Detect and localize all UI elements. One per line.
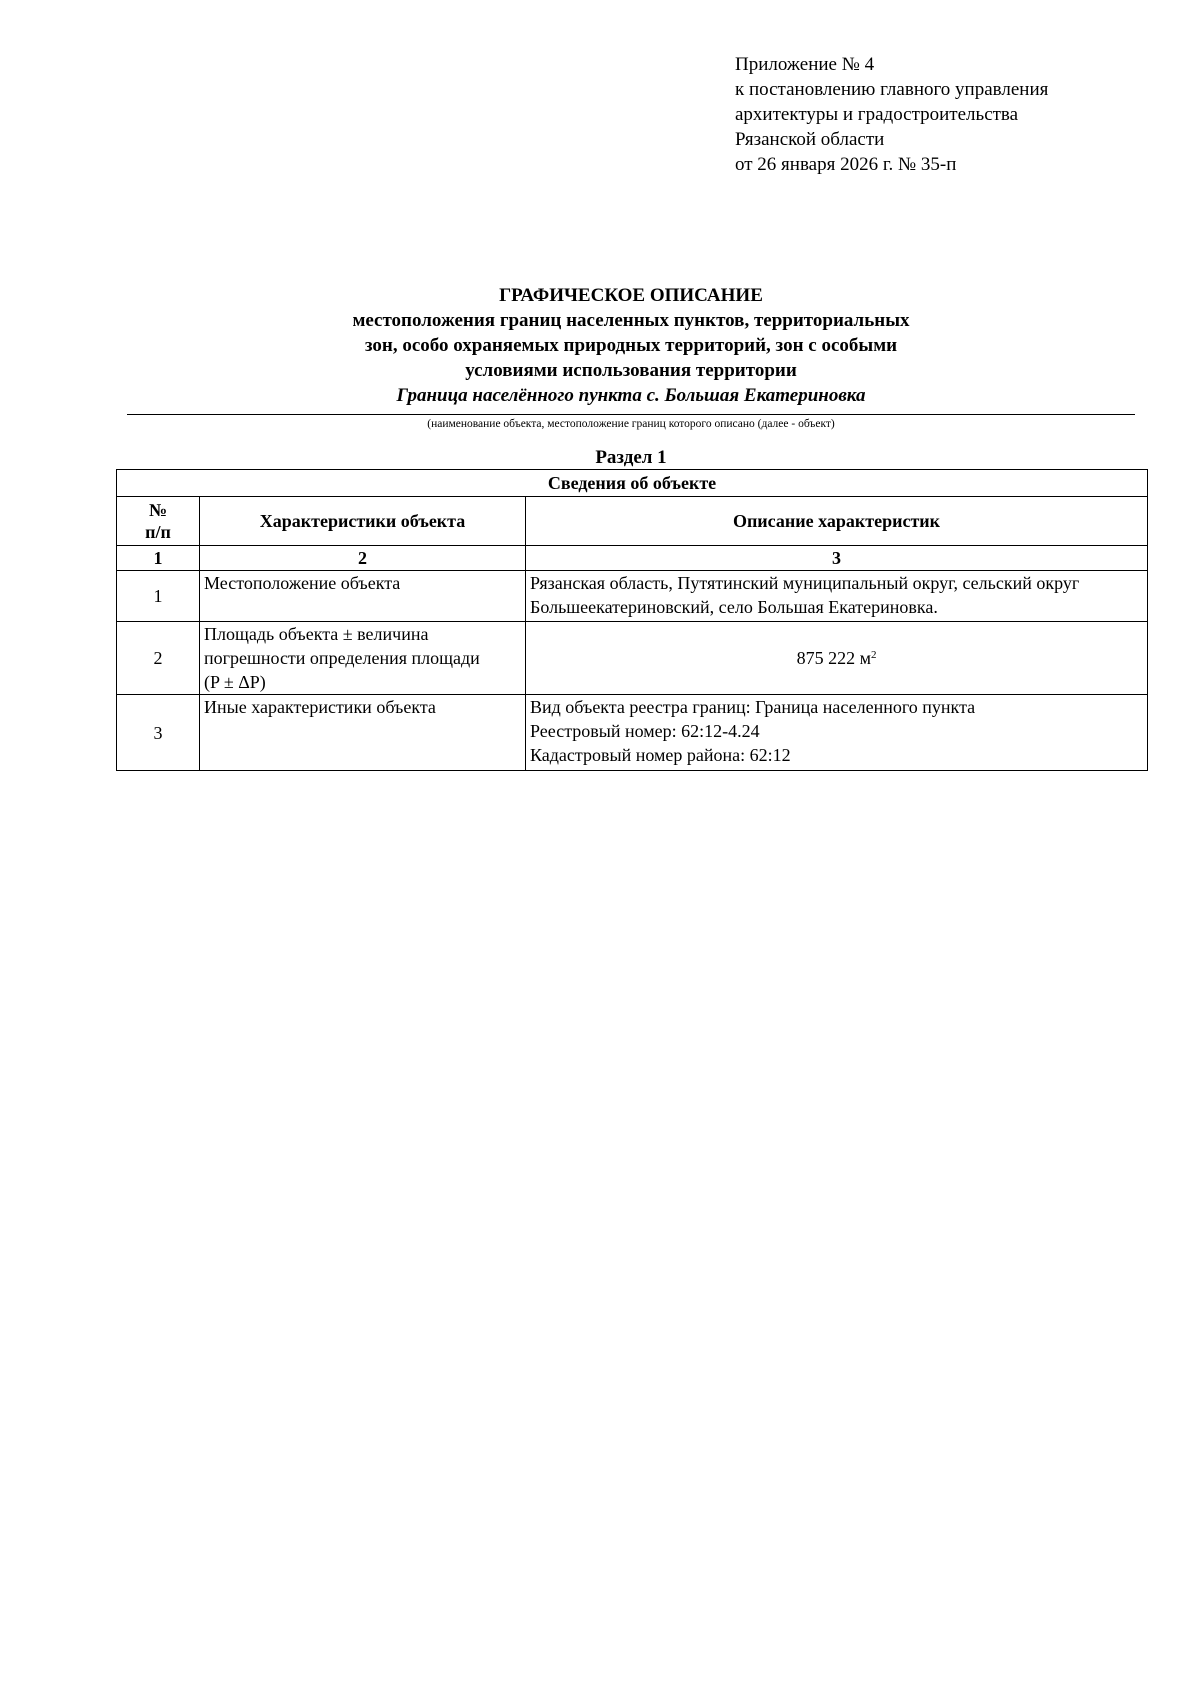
title-main: ГРАФИЧЕСКОЕ ОПИСАНИЕ — [499, 285, 763, 306]
characteristic-line: погрешности определения площади — [204, 648, 480, 668]
object-info-table — [116, 469, 1148, 771]
area-value: 875 222 м — [796, 648, 871, 668]
table-row — [117, 571, 1148, 622]
row-characteristic: Местоположение объекта — [200, 571, 526, 622]
column-number: 3 — [526, 546, 1148, 571]
table-header-row — [117, 497, 1148, 546]
characteristic-line: (P ± ΔP) — [204, 672, 266, 692]
annex-line: Рязанской области — [735, 129, 885, 150]
header-number — [117, 497, 200, 546]
row-characteristic: Иные характеристики объекта — [200, 695, 526, 771]
title-line: зон, особо охраняемых природных территорий, зон с особыми — [364, 335, 898, 356]
row-number: 2 — [117, 622, 200, 695]
header-number-line1: № — [148, 500, 168, 520]
column-number-row — [117, 546, 1148, 571]
title-line: местоположения границ населенных пунктов, территориальных — [352, 310, 910, 331]
description-line: Кадастровый номер района: 62:12 — [530, 745, 791, 765]
object-name: Граница населённого пункта с. Большая Екатериновка — [396, 385, 866, 406]
annex-line: от 26 января 2026 г. № 35-п — [735, 154, 957, 175]
row-description-area — [526, 622, 1148, 695]
annex-line: к постановлению главного управления — [735, 79, 1049, 100]
annex-line: Приложение № 4 — [735, 54, 875, 75]
row-characteristic — [200, 622, 526, 695]
area-unit-superscript: 2 — [870, 649, 877, 661]
characteristic-line: Площадь объекта ± величина — [204, 624, 429, 644]
table-row — [117, 622, 1148, 695]
header-characteristic: Характеристики объекта — [200, 497, 526, 546]
section-title: Раздел 1 — [595, 447, 667, 468]
object-caption: (наименование объекта, местоположение границ которого описано (далее - объект) — [427, 418, 835, 430]
description-line: Вид объекта реестра границ: Граница населенного пункта — [530, 697, 976, 717]
table-caption-row — [117, 470, 1148, 497]
header-description: Описание характеристик — [526, 497, 1148, 546]
table-row — [117, 695, 1148, 771]
header-number-line2: п/п — [145, 522, 171, 542]
row-number: 3 — [117, 695, 200, 771]
title-line: условиями использования территории — [465, 360, 797, 381]
row-number: 1 — [117, 571, 200, 622]
annex-block — [735, 52, 1048, 177]
annex-line: архитектуры и градостроительства — [735, 104, 1019, 125]
document-title — [0, 283, 1200, 408]
column-number: 1 — [117, 546, 200, 571]
object-name-underline — [127, 414, 1135, 415]
description-line: Реестровый номер: 62:12-4.24 — [530, 721, 760, 741]
table-caption: Сведения об объекте — [117, 470, 1148, 497]
row-description — [526, 695, 1148, 771]
column-number: 2 — [200, 546, 526, 571]
row-description: Рязанская область, Путятинский муниципальный округ, сельский округ Большеекатериновский, село Большая Екатериновка. — [526, 571, 1148, 622]
